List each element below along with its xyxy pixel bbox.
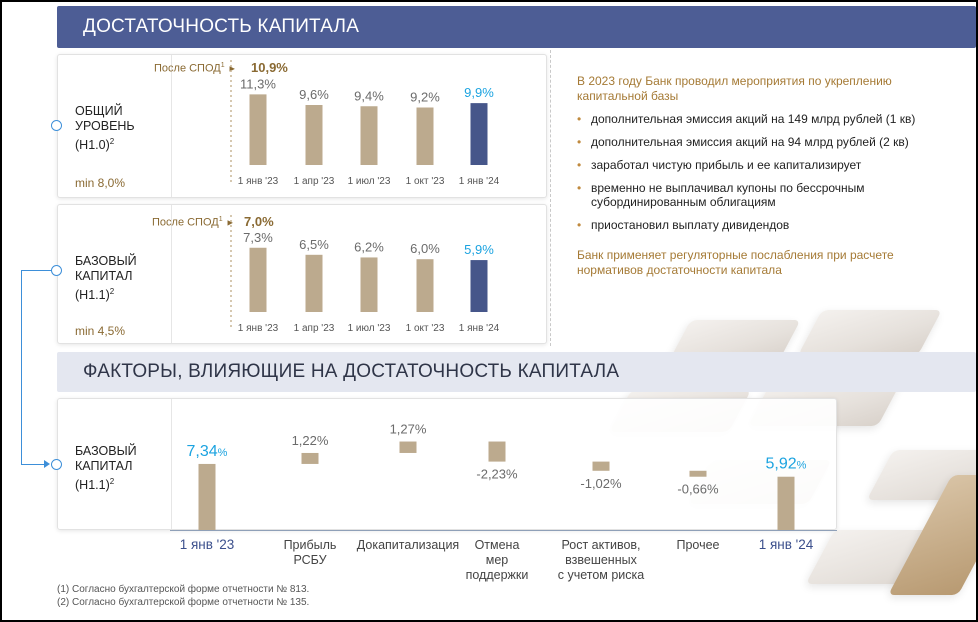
footnote-ref: 1 bbox=[218, 216, 223, 223]
waterfall-value-label: -0,66% bbox=[677, 481, 719, 497]
bullet-icon: • bbox=[577, 112, 582, 126]
waterfall-category-label bbox=[180, 537, 235, 552]
x-tick-label: 1 янв '23 bbox=[237, 323, 279, 334]
metric-line: БАЗОВЫЙ bbox=[75, 444, 137, 458]
waterfall-value-label: 7,34% bbox=[186, 442, 228, 460]
bar-value-label: 6,0% bbox=[410, 241, 440, 257]
regulatory-note: Банк применяет регуляторные послабления при расчете нормативов достаточности капитала bbox=[577, 248, 894, 277]
category-label-line: мер bbox=[485, 553, 509, 567]
category-label-line: Прочее bbox=[676, 538, 720, 552]
min-label: min 8,0% bbox=[75, 176, 126, 190]
footnote-1: (1) Согласно бухгалтерской форме отчетности № 813. bbox=[57, 584, 310, 595]
waterfall-category-label bbox=[759, 537, 814, 552]
bullet-icon: • bbox=[577, 218, 582, 232]
bullet-icon: • bbox=[577, 135, 582, 149]
percent-suffix: % bbox=[217, 446, 228, 459]
waterfall-category-label bbox=[357, 538, 459, 552]
footnote-ref: 2 bbox=[109, 287, 115, 296]
metric-line: (Н1.1) bbox=[75, 288, 110, 303]
footnote-ref: 2 bbox=[109, 477, 115, 486]
category-label-line: Докапитализация bbox=[356, 538, 460, 552]
waterfall-value-label: -2,23% bbox=[476, 466, 518, 482]
category-label-line: поддержки bbox=[465, 568, 529, 582]
bar-value-label: 9,6% bbox=[299, 87, 329, 102]
footnote-ref: 1 bbox=[220, 62, 225, 69]
after-spod-value: 10,9% bbox=[251, 60, 288, 75]
percent-suffix: % bbox=[796, 459, 807, 472]
metric-line: (Н1.0) bbox=[75, 138, 110, 153]
waterfall-bar bbox=[778, 477, 795, 530]
measures-list-text: заработал чистую прибыль и ее капитализирует bbox=[591, 158, 862, 172]
measures-intro: В 2023 году Банк проводил мероприятия по укреплению капитальной базы bbox=[577, 74, 892, 103]
measures-list-text: дополнительная эмиссия акций на 94 млрд рублей (2 кв) bbox=[591, 135, 909, 149]
x-tick-label: 1 окт '23 bbox=[405, 323, 445, 334]
bullet-icon: • bbox=[577, 158, 582, 172]
metric-line: БАЗОВЫЙ bbox=[75, 254, 137, 268]
waterfall-value-label: 5,92% bbox=[765, 455, 807, 473]
metric-line: (Н1.1) bbox=[75, 478, 110, 493]
category-label-line: Прибыль bbox=[283, 538, 337, 552]
category-label-line: РСБУ bbox=[293, 553, 327, 567]
waterfall-category-label bbox=[284, 538, 337, 567]
category-label-line: Отмена bbox=[474, 538, 520, 552]
bar-value-label: 11,3% bbox=[240, 76, 276, 92]
category-label-line: Рост активов, bbox=[561, 538, 641, 552]
waterfall-category-label bbox=[558, 538, 645, 582]
waterfall-category-label bbox=[676, 538, 719, 552]
x-tick-label: 1 июл '23 bbox=[347, 323, 391, 334]
waterfall-bar bbox=[400, 442, 417, 453]
x-tick-label: 1 янв '23 bbox=[237, 176, 279, 187]
metric-line: ОБЩИЙ bbox=[75, 104, 123, 118]
after-spod-text: После СПОД bbox=[152, 216, 219, 229]
arrow-icon: ► bbox=[227, 63, 237, 74]
category-label-line: с учетом риска bbox=[557, 568, 645, 582]
section-title: ФАКТОРЫ, ВЛИЯЮЩИЕ НА ДОСТАТОЧНОСТЬ КАПИТАЛА bbox=[83, 361, 620, 382]
measures-list-text: приостановил выплату дивидендов bbox=[591, 218, 790, 232]
waterfall-value-label: 1,22% bbox=[291, 432, 329, 448]
bar-value-label: 5,9% bbox=[464, 242, 494, 258]
x-tick-label: 1 окт '23 bbox=[405, 176, 445, 187]
x-tick-label: 1 янв '24 bbox=[458, 323, 500, 334]
after-spod-value: 7,0% bbox=[244, 214, 274, 229]
category-label-line: взвешенных bbox=[565, 553, 637, 567]
measures-list-text: дополнительная эмиссия акций на 149 млрд рублей (1 кв) bbox=[591, 112, 916, 126]
measures-list-text: временно не выплачивал купоны по бессрочным субординированным облигациям bbox=[591, 181, 865, 209]
category-label-line: 1 янв '24 bbox=[758, 537, 814, 552]
bar-value-label: 7,3% bbox=[243, 229, 273, 245]
waterfall-value-label: 1,27% bbox=[389, 421, 427, 437]
bar-value-label: 6,5% bbox=[299, 236, 329, 252]
min-label: min 4,5% bbox=[75, 324, 126, 338]
metric-line: КАПИТАЛ bbox=[75, 269, 133, 283]
bar-value-label: 9,4% bbox=[354, 88, 384, 104]
bar-value-label: 9,9% bbox=[464, 85, 494, 101]
footnote-2: (2) Согласно бухгалтерской форме отчетности № 135. bbox=[57, 597, 310, 608]
metric-line: КАПИТАЛ bbox=[75, 459, 133, 473]
category-label-line: 1 янв '23 bbox=[179, 537, 235, 552]
waterfall-bar bbox=[593, 462, 610, 471]
page-title: ДОСТАТОЧНОСТЬ КАПИТАЛА bbox=[83, 16, 360, 37]
waterfall-bar bbox=[489, 442, 506, 462]
bar-value-label: 6,2% bbox=[354, 239, 384, 255]
waterfall-bar bbox=[199, 464, 216, 530]
waterfall-bar bbox=[302, 453, 319, 464]
waterfall-value-label: -1,02% bbox=[580, 475, 622, 491]
x-tick-label: 1 июл '23 bbox=[347, 176, 391, 187]
arrow-icon: ► bbox=[225, 217, 235, 228]
waterfall-bar bbox=[690, 471, 707, 477]
x-tick-label: 1 янв '24 bbox=[458, 176, 500, 187]
x-tick-label: 1 апр '23 bbox=[293, 323, 335, 334]
waterfall-category-label bbox=[466, 538, 529, 582]
bar-value-label: 9,2% bbox=[410, 89, 440, 105]
metric-line: УРОВЕНЬ bbox=[75, 119, 135, 133]
bullet-icon: • bbox=[577, 181, 582, 195]
x-tick-label: 1 апр '23 bbox=[293, 176, 335, 187]
footnote-ref: 2 bbox=[109, 137, 115, 146]
after-spod-text: После СПОД bbox=[154, 62, 221, 75]
